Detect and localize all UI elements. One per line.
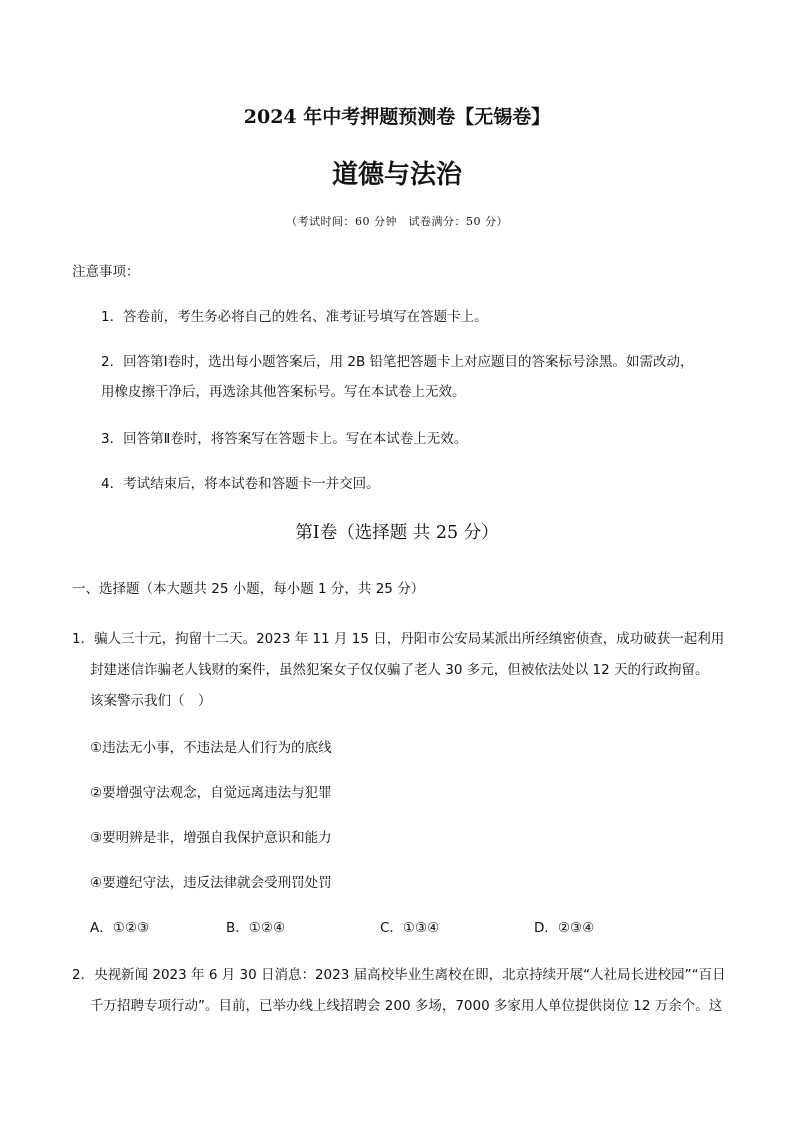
note-item-2: 2．回答第Ⅰ卷时，选出每小题答案后，用 2B 铅笔把答题卡上对应题目的答案标号涂黑。如需改动， [101, 354, 694, 370]
statement-1: ①违法无小事，不违法是人们行为的底线 [90, 740, 332, 756]
exam-title: 2024 年中考押题预测卷【无锡卷】 [243, 106, 551, 128]
statement-4: ④要遵纪守法，违反法律就会受刑罚处罚 [90, 875, 332, 891]
question-2-line-1: 2．央视新闻 2023 年 6 月 30 日消息：2023 届高校毕业生离校在即，北京持续开展“人社局长进校园”“百日 [72, 967, 726, 983]
note-item-4: 4．考试结束后，将本试卷和答题卡一并交回。 [101, 476, 380, 492]
notes-heading: 注意事项： [72, 264, 140, 280]
note-item-2-cont: 用橡皮擦干净后，再选涂其他答案标号。写在本试卷上无效。 [101, 384, 466, 400]
option-d: D．②③④ [534, 920, 595, 936]
question-1-line-1: 1．骗人三十元，拘留十二天。2023 年 11 月 15 日，丹阳市公安局某派出所经缜密侦查，成功破获一起利用 [72, 631, 725, 647]
option-a: A．①②③ [90, 920, 150, 936]
question-1-line-2: 封建迷信诈骗老人钱财的案件，虽然犯案女子仅仅骗了老人 30 多元，但被依法处以 12 天的行政拘留。 [90, 662, 709, 678]
note-item-3: 3．回答第Ⅱ卷时，将答案写在答题卡上。写在本试卷上无效。 [101, 431, 468, 447]
note-item-1: 1．答卷前，考生务必将自己的姓名、准考证号填写在答题卡上。 [101, 309, 488, 325]
exam-info: （考试时间：60 分钟 试卷满分：50 分） [286, 215, 508, 228]
section-title: 第Ⅰ卷（选择题 共 25 分） [295, 523, 499, 543]
option-b: B．①②④ [226, 920, 286, 936]
option-c: C．①③④ [380, 920, 440, 936]
statement-2: ②要增强守法观念，自觉远离违法与犯罪 [90, 785, 332, 801]
question-1-line-3: 该案警示我们（ ） [90, 693, 212, 709]
question-2-line-2: 千万招聘专项行动”。目前，已举办线上线招聘会 200 多场，7000 多家用人单位提供岗位 12 万余个。这 [90, 998, 723, 1014]
part-heading: 一、选择题（本大题共 25 小题，每小题 1 分，共 25 分） [72, 581, 425, 597]
statement-3: ③要明辨是非，增强自我保护意识和能力 [90, 830, 332, 846]
subject-title: 道德与法治 [331, 160, 462, 190]
